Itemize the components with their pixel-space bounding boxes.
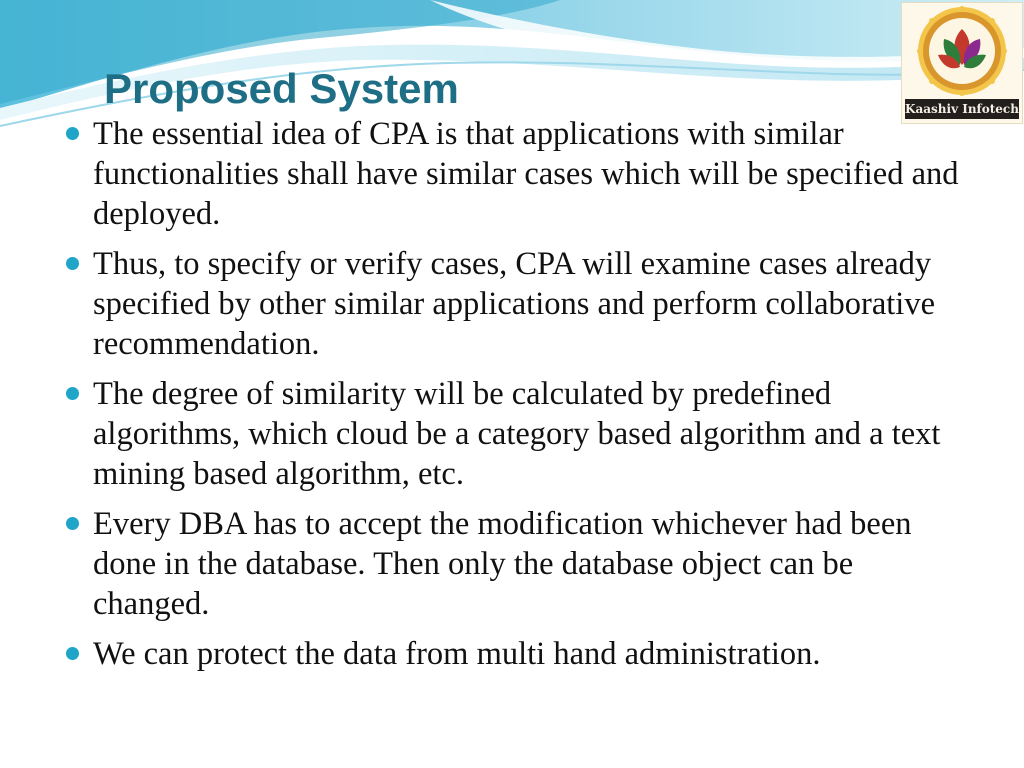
- bullet-item: [60, 374, 970, 494]
- bullet-text: We can protect the data from multi hand administration.: [93, 636, 821, 672]
- lotus-emblem-icon: [902, 3, 1022, 103]
- bullet-item: [60, 504, 970, 624]
- bullet-marker-icon: [66, 517, 79, 530]
- bullet-text: Thus, to specify or verify cases, CPA will examine cases already specified by other similar applications and perform collaborative recommendation.: [93, 246, 936, 362]
- bullet-text: The degree of similarity will be calculated by predefined algorithms, which cloud be a category based algorithm and a text mining based algorithm, etc.: [93, 376, 941, 492]
- bullet-text: Every DBA has to accept the modification whichever had been done in the database. Then only the database object can be changed.: [93, 506, 912, 622]
- company-logo: [901, 2, 1023, 124]
- slide-title: Proposed System: [104, 65, 459, 112]
- bullet-item: [60, 244, 970, 364]
- bullet-marker-icon: [66, 647, 79, 660]
- bullet-list: [60, 114, 970, 684]
- bullet-text: The essential idea of CPA is that applications with similar functionalities shall have similar cases which will be specified and deployed.: [93, 116, 959, 232]
- bullet-marker-icon: [66, 127, 79, 140]
- bullet-item: [60, 634, 970, 674]
- bullet-marker-icon: [66, 257, 79, 270]
- bullet-item: [60, 114, 970, 234]
- bullet-marker-icon: [66, 387, 79, 400]
- logo-caption: Kaashiv Infotech: [905, 99, 1019, 119]
